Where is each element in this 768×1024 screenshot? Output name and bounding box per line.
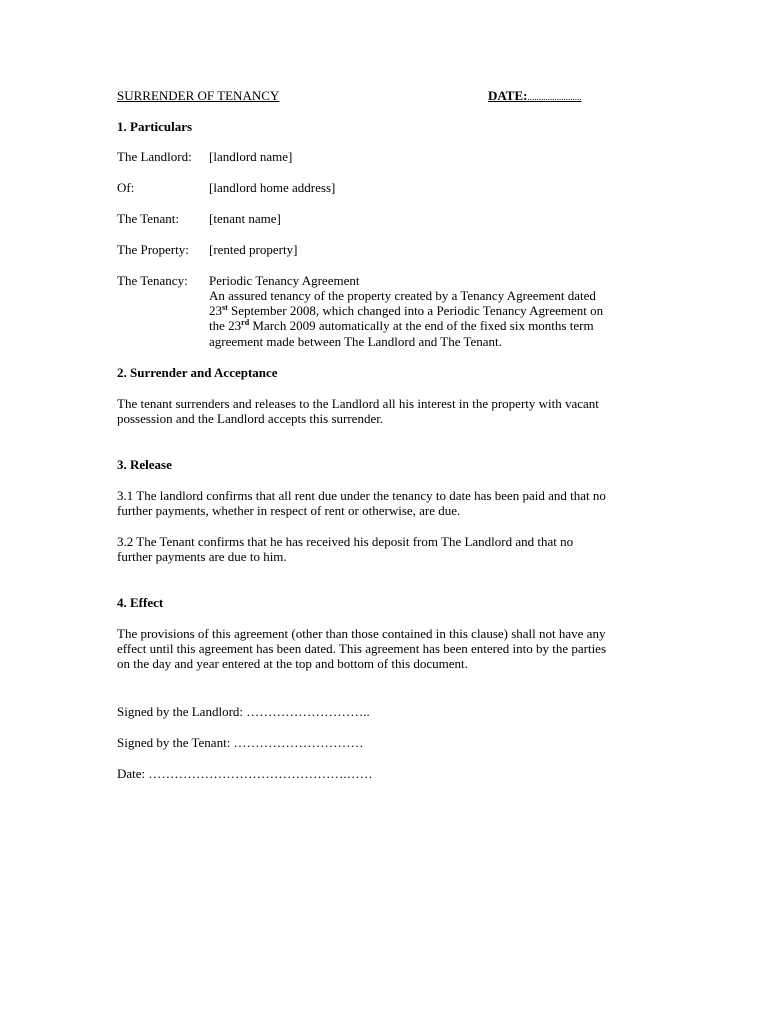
paragraph-line: effect until this agreement has been dated. This agreement has been entered into by the parties: [117, 641, 607, 656]
title-underline-blank: [279, 88, 465, 103]
of-value: [landlord home address]: [209, 180, 336, 195]
landlord-value: [landlord name]: [209, 149, 293, 164]
tenant-value: [tenant name]: [209, 211, 281, 226]
paragraph-line: further payments are due to him.: [117, 549, 287, 564]
paragraph-line: The tenant surrenders and releases to the Landlord all his interest in the property with vacant: [117, 396, 599, 411]
title-text: SURRENDER OF TENANCY: [117, 88, 280, 103]
paragraph-line: 3.2 The Tenant confirms that he has received his deposit from The Landlord and that no: [117, 534, 574, 549]
tenancy-line: agreement made between The Landlord and The Tenant.: [209, 333, 502, 349]
tenancy-type: Periodic Tenancy Agreement: [209, 273, 360, 288]
surrender-heading: 2. Surrender and Acceptance: [117, 365, 278, 380]
document-title: [117, 88, 465, 103]
property-value: [rented property]: [209, 242, 298, 257]
surrender-paragraph: [117, 396, 657, 426]
landlord-signature-line: Signed by the Landlord: ………………………..: [117, 704, 370, 719]
of-label: Of:: [117, 180, 135, 195]
effect-paragraph: [117, 626, 657, 671]
tenancy-line: the 23rd March 2009 automatically at the end of the fixed six months term: [209, 318, 594, 334]
property-label: The Property:: [117, 242, 189, 257]
ordinal-suffix: rd: [241, 318, 250, 328]
paragraph-line: further payments, whether in respect of rent or otherwise, are due.: [117, 503, 461, 518]
effect-heading: 4. Effect: [117, 595, 164, 610]
paragraph-line: on the day and year entered at the top and bottom of this document.: [117, 656, 468, 671]
tenancy-description: [209, 288, 649, 349]
tenant-signature-line: Signed by the Tenant: …………………………: [117, 735, 364, 750]
release-clause-3-2: [117, 534, 657, 564]
ordinal-suffix: st: [222, 303, 228, 313]
tenant-label: The Tenant:: [117, 211, 180, 226]
release-clause-3-1: [117, 488, 657, 518]
date-dots: ........................: [527, 92, 582, 102]
date-header: [488, 88, 581, 105]
paragraph-line: possession and the Landlord accepts this surrender.: [117, 411, 384, 426]
paragraph-line: 3.1 The landlord confirms that all rent due under the tenancy to date has been paid and that no: [117, 488, 606, 503]
tenancy-line: An assured tenancy of the property created by a Tenancy Agreement dated: [209, 288, 596, 303]
tenancy-line: 23st September 2008, which changed into a Periodic Tenancy Agreement on: [209, 303, 604, 319]
release-heading: 3. Release: [117, 457, 172, 472]
landlord-label: The Landlord:: [117, 149, 192, 164]
tenancy-label: The Tenancy:: [117, 273, 188, 288]
paragraph-line: The provisions of this agreement (other than those contained in this clause) shall not have any: [117, 626, 606, 641]
particulars-heading: 1. Particulars: [117, 119, 193, 134]
signature-date-line: Date: ……………………………………….……: [117, 766, 373, 781]
date-label: DATE:: [488, 88, 528, 103]
